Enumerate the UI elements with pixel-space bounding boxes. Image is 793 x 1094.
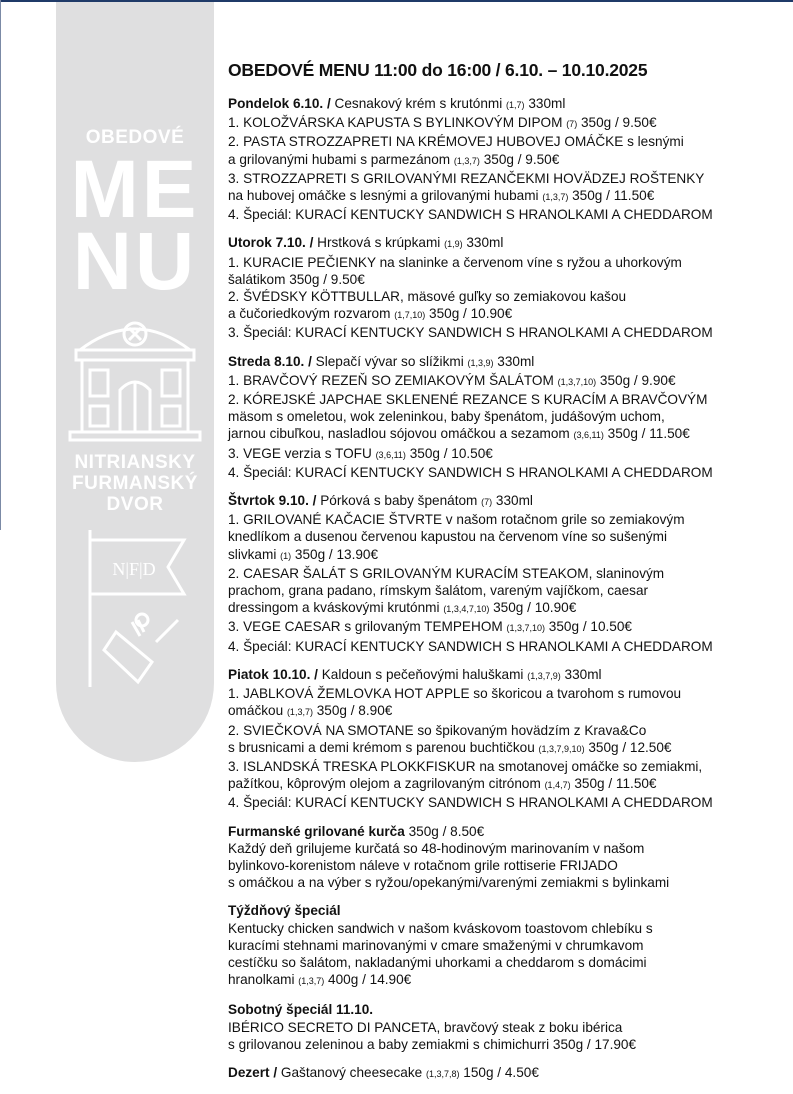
menu-item-text: 2. CAESAR ŠALÁT S GRILOVANÝM KURACÍM STEAKOM, slaninovým [228,565,665,581]
menu-item-allergens: (1,3,4,7,10) [443,604,490,615]
menu-item-price: 350g / 10.90€ [425,306,513,322]
menu-item-line [228,528,793,545]
menu-item-line [228,582,793,599]
menu-item-line [228,408,793,425]
menu-item-line [228,305,793,324]
day-header-line [228,492,793,511]
menu-item-line [228,288,793,305]
special-text: bylinkovo-korenistom náleve v rotačnom grile rottiserie FRIJADO [228,857,618,873]
banner-brand-line-2: FURMANSKÝ [72,473,198,494]
soup-allergens: (1,3,9) [467,357,494,368]
menu-item-price: 350g / 9.50€ [479,151,560,167]
menu-item-text: mäsom s omeletou, wok zeleninkou, baby špenátom, judášovým uchom, [228,409,665,425]
special-text-line [228,971,793,990]
special-block [228,902,793,990]
menu-item-price: 350g / 11.50€ [570,776,657,792]
menu-item-text: 2. ŠVÉDSKY KÖTTBULLAR, mäsové guľky so zemiakovou kašou [228,289,627,305]
menu-item-text: a grilovanými hubami s parmezánom [228,151,454,167]
menu-item-line [228,511,793,528]
menu-item-price: 350g / 10.50€ [405,445,493,461]
menu-item-allergens: (1,3,7) [286,707,313,718]
menu-item-line [228,324,793,341]
flag-bearer-icon [56,522,214,692]
menu-item-line [228,702,793,721]
soup-size: 330ml [528,96,566,111]
menu-item-price: 350g / 11.50€ [603,426,690,442]
menu-item-line [228,187,793,206]
menu-item-line [228,638,793,655]
menu-item-text: 2. PASTA STROZZAPRETI NA KRÉMOVEJ HUBOVEJ OMÁČKE s lesnými [228,134,684,150]
banner-top-word: OBEDOVÉ [85,127,185,148]
day-block [228,95,793,223]
special-block [228,823,793,892]
page-title: OBEDOVÉ MENU 11:00 do 16:00 / 6.10. – 10.10.2025 [228,60,648,80]
banner-brand-line-1: NITRIANSKY [74,452,196,473]
menu-item-allergens: (1,3,7,9,10) [538,743,585,754]
special-text-line [228,937,793,954]
special-text-line [228,920,793,937]
day-header-line [228,353,793,372]
menu-item-text: 4. Špeciál: KURACÍ KENTUCKY SANDWICH S HRANOLKAMI A CHEDDAROM [228,207,713,223]
menu-item-line [228,206,793,223]
dessert-allergens: (1,3,7,8) [425,1068,460,1079]
menu-item-text: prachom, grana padano, rímskym šalátom, vareným vajíčkom, caesar [228,583,649,599]
special-title: Týždňový špeciál [228,903,341,919]
day-header-line [228,666,793,685]
day-block [228,492,793,655]
menu-item-text: 4. Špeciál: KURACÍ KENTUCKY SANDWICH S HRANOLKAMI A CHEDDAROM [228,638,713,654]
menu-item-price: 350g / 13.90€ [291,546,379,562]
soup-size: 330ml [466,235,504,251]
menu-item-allergens: (1,3,7,10) [506,623,546,634]
menu-item-line [228,372,793,391]
menu-item-price: 350g / 8.90€ [312,703,393,719]
menu-item-text: 1. BRAVČOVÝ REZEŇ SO ZEMIAKOVÝM ŠALÁTOM [228,372,558,388]
day-header-line [228,234,793,253]
day-block [228,234,793,341]
menu-item-text: 4. Špeciál: KURACÍ KENTUCKY SANDWICH S HRANOLKAMI A CHEDDAROM [228,464,713,480]
menu-item-text: na hubovej omáčke s lesnými a grilovanými hubami [228,188,543,204]
menu-item-allergens: (7) [566,119,578,130]
day-label: Piatok 10.10. / [228,666,318,682]
menu-item-price: 350g / 11.50€ [568,188,655,204]
day-block [228,353,793,481]
menu-item-allergens: (1,3,7) [542,192,569,203]
dessert [228,1064,793,1083]
menu-item-text: 1. GRILOVANÉ KAČACIE ŠTVRTE v našom rotačnom grile so zemiakovým [228,512,685,528]
menu-item-text: s brusnicami a demi krémom s parenou buchtičkou [228,739,539,755]
soup-name: Kaldoun s pečeňovými haluškami [321,666,524,682]
menu-item-text: pažítkou, kôprovým olejom a zagrilovaným citrónom [228,776,545,792]
menu-item-line [228,758,793,775]
special-text: cestíčku so šalátom, nakladanými uhorkami a cheddarom s domácimi [228,954,647,970]
special-header-line [228,902,793,919]
menu-item-line [228,151,793,170]
menu-item-price: 350g / 10.90€ [489,600,577,616]
menu-item-line [228,546,793,565]
menu-item-line [228,794,793,811]
menu-item-text: slivkami [228,546,281,562]
special-text-line [228,954,793,971]
soup-name: Cesnakový krém s krutónmi [334,96,503,111]
soup-size: 330ml [497,353,535,369]
menu-content [228,60,793,1094]
dessert-line [228,1064,793,1083]
menu-item-text: 3. STROZZAPRETI S GRILOVANÝMI REZANČEKMI HOVÄDZEJ ROŠTENKY [228,170,705,186]
soup-name: Hrstková s krúpkami [317,235,441,251]
menu-item-line [228,464,793,481]
menu-banner [56,2,214,762]
soup-allergens: (1,9) [444,239,463,250]
day-label: Pondelok 6.10. / [228,96,331,111]
menu-item-text: dressingom a kváskovými krutónmi [228,600,444,616]
menu-item-allergens: (3,6,11) [375,449,406,460]
soup-size: 330ml [564,666,602,682]
menu-item-line [228,391,793,408]
special-text: s omáčkou a na výber s ryžou/opekanými/varenými zemiakmi s bylinkami [228,875,670,891]
menu-item-text: 1. KOLOŽVÁRSKA KAPUSTA S BYLINKOVÝM DIPOM [228,115,567,131]
special-text: Každý deň grilujeme kurčatá so 48-hodinovým marinovaním v našom [228,840,645,856]
special-header-line [228,1001,793,1018]
menu-item-line [228,618,793,637]
menu-item-text: 2. SVIEČKOVÁ NA SMOTANE so špikovaným hovädzím z Krava&Co [228,722,647,738]
building-icon [56,312,214,442]
menu-item-text: 1. KURACIE PEČIENKY na slaninke a červenom víne s ryžou a uhorkovým [228,254,682,270]
special-title: Furmanské grilované kurča [228,823,405,839]
menu-item-text: 4. Špeciál: KURACÍ KENTUCKY SANDWICH S HRANOLKAMI A CHEDDAROM [228,795,713,811]
special-text-line [228,1036,793,1053]
specials-list [228,823,793,1053]
menu-item-text: knedlíkom a dusenou červenou kapustou na červenom víne so sušenými [228,529,668,545]
special-text: s grilovanou zeleninou a baby zemiakmi s chimichurri 350g / 17.90€ [228,1036,637,1052]
days-list [228,95,793,812]
day-label: Streda 8.10. / [228,353,312,369]
menu-item-allergens: (1) [280,550,292,561]
menu-item-line [228,599,793,618]
menu-item-allergens: (1,7,10) [394,310,426,321]
dessert-label: Dezert / [228,1064,278,1080]
special-text: kuracími stehnami marinovanými v cmare smaženými v chrumkavom [228,937,644,953]
menu-item-allergens: (1,3,7) [453,155,480,166]
special-text-line [228,874,793,891]
menu-item-price: 350g / 10.50€ [545,619,632,635]
menu-item-text: 3. VEGE verzia s TOFU [228,445,376,461]
menu-item-price: 350g / 9.90€ [596,372,676,388]
day-label: Utorok 7.10. / [228,235,314,251]
soup-allergens: (7) [481,497,493,508]
special-item-price: 400g / 14.90€ [324,972,412,988]
menu-item-line [228,114,793,133]
day-header-line [228,95,793,114]
special-text-line [228,1019,793,1036]
special-text: Kentucky chicken sandwich v našom kváskovom toastovom chlebíku s [228,920,653,936]
flag-text: N|F|D [112,559,156,579]
special-text-line [228,857,793,874]
dessert-price: 150g / 4.50€ [459,1064,539,1080]
menu-item-allergens: (1,3,7,10) [557,376,597,387]
special-price: 350g / 8.50€ [404,823,485,839]
banner-big-nu: NU [72,216,198,307]
special-block [228,1001,793,1053]
menu-item-allergens: (1,4,7) [544,780,571,791]
special-allergens: (1,3,7) [298,976,325,987]
menu-item-line [228,445,793,464]
special-text: IBÉRICO SECRETO DI PANCETA, bravčový steak z boku ibérica [228,1019,623,1035]
menu-item-price: 350g / 12.50€ [584,739,672,755]
special-title: Sobotný špeciál 11.10. [228,1002,374,1018]
menu-item-line [228,170,793,187]
menu-item-allergens: (3,6,11) [573,430,604,441]
menu-item-text: a čučoriedkovým rozvarom [228,306,395,322]
menu-item-line [228,685,793,702]
menu-item-text: jarnou cibuľkou, nasladlou sójovou omáčkou a sezamom [228,426,574,442]
banner-big-me: ME [70,144,200,235]
soup-name: Slepačí vývar so slížikmi [315,353,464,369]
dessert-text: Gaštanový cheesecake [280,1064,426,1080]
menu-item-text: šalátikom 350g / 9.50€ [228,271,365,287]
menu-item-line [228,722,793,739]
menu-item-price: 350g / 9.50€ [577,115,657,131]
special-text: hranolkami [228,972,299,988]
soup-allergens: (1,3,7,9) [527,670,561,681]
menu-item-line [228,775,793,794]
day-label: Štvrtok 9.10. / [228,493,317,509]
menu-item-line [228,133,793,150]
menu-item-text: 3. Špeciál: KURACÍ KENTUCKY SANDWICH S HRANOLKAMI A CHEDDAROM [228,325,713,341]
menu-item-line [228,565,793,582]
menu-item-line [228,271,793,288]
banner-brand-line-3: DVOR [106,494,164,515]
special-header-line [228,823,793,840]
day-block [228,666,793,812]
menu-item-text: 2. KÓREJSKÉ JAPCHAE SKLENENÉ REZANCE S KURACÍM A BRAVČOVÝM [228,392,708,408]
menu-item-line [228,739,793,758]
soup-allergens: (1,7) [506,100,525,110]
soup-size: 330ml [495,493,533,509]
menu-item-text: omáčkou [228,703,287,719]
left-border [0,0,1,530]
menu-item-line [228,254,793,271]
menu-item-text: 3. ISLANDSKÁ TRESKA PLOKKFISKUR na smotanovej omáčke so zemiakmi, [228,758,703,774]
soup-name: Pórková s baby špenátom [320,493,478,509]
menu-item-line [228,425,793,444]
menu-item-text: 1. JABLKOVÁ ŽEMLOVKA HOT APPLE so škoricou a tvarohom s rumovou [228,686,682,702]
special-text-line [228,840,793,857]
menu-item-text: 3. VEGE CAESAR s grilovaným TEMPEHOM [228,619,507,635]
